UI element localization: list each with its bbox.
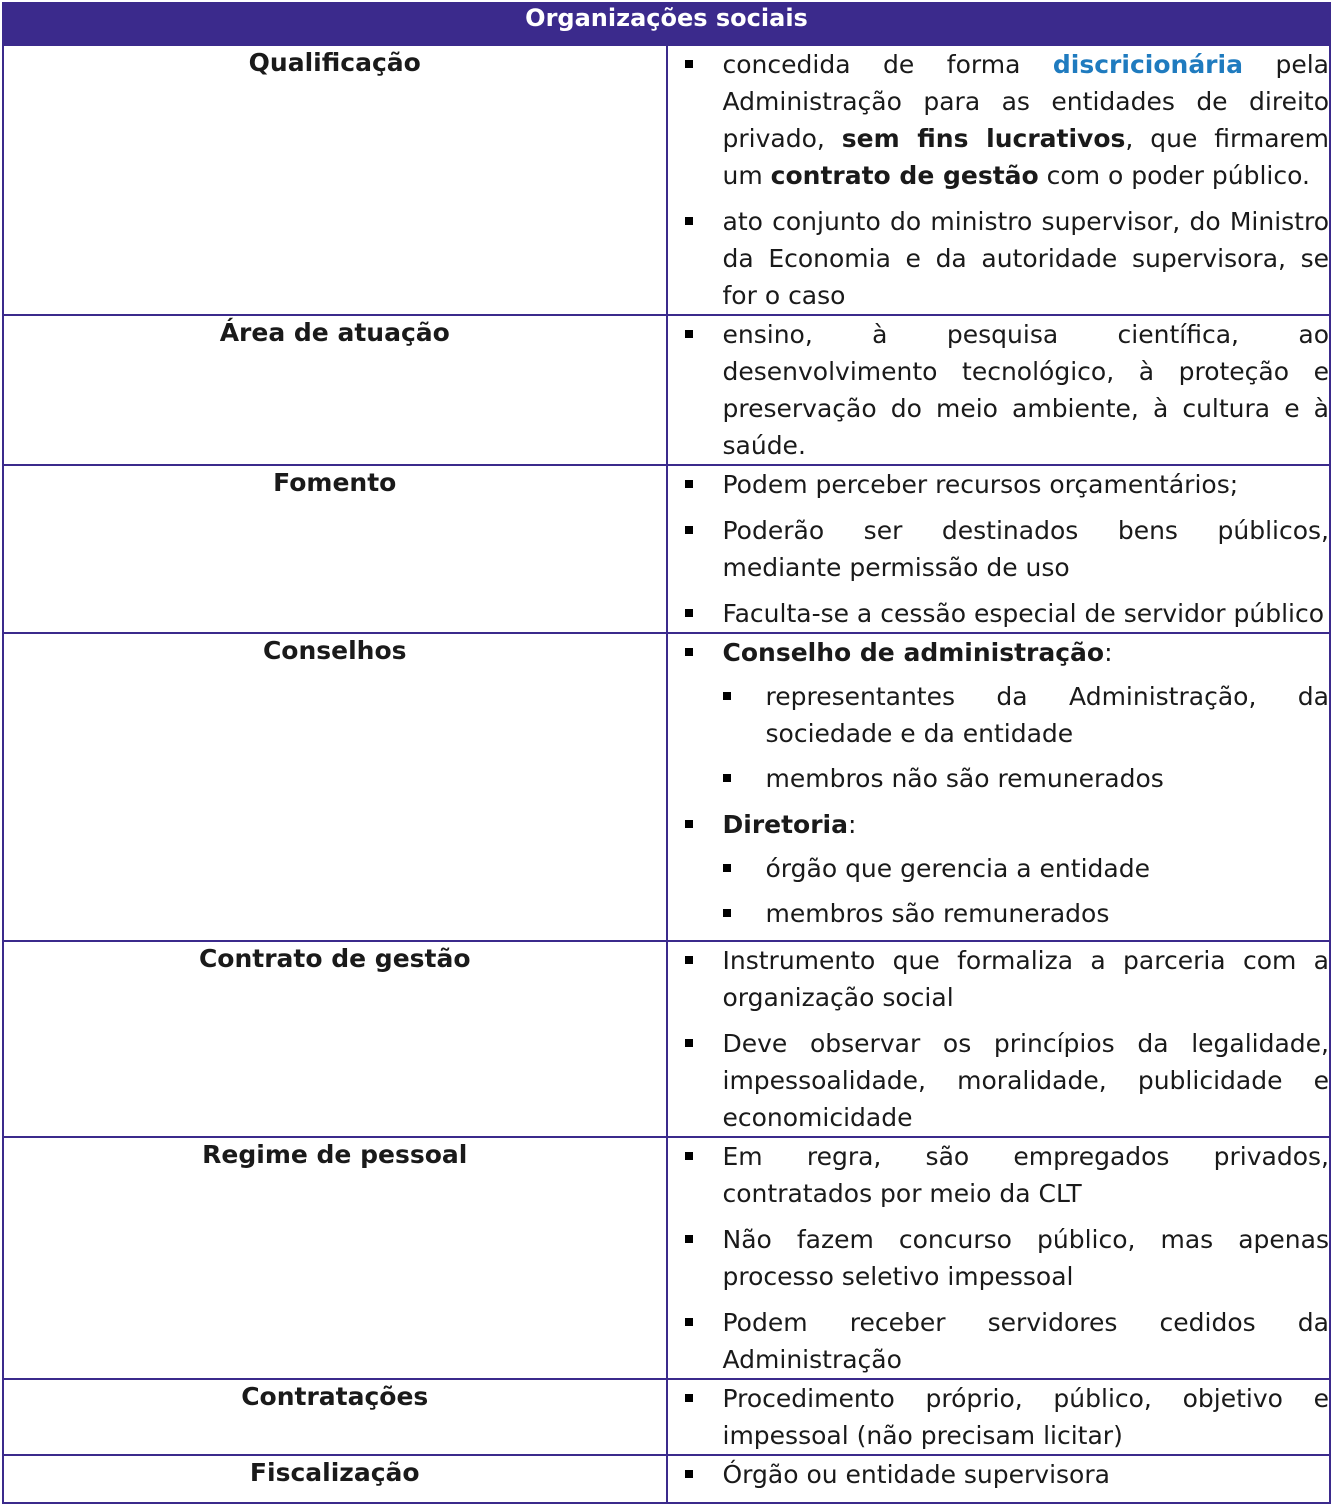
row-label: Área de atuação (3, 315, 667, 465)
row-label: Fiscalização (3, 1455, 667, 1503)
row-label: Fomento (3, 465, 667, 633)
table-title: Organizações sociais (3, 3, 1330, 45)
row-qualificacao (3, 45, 1330, 315)
row-fiscalizacao (3, 1455, 1330, 1503)
row-label: Qualificação (3, 45, 667, 315)
bullet-list (668, 1138, 1330, 1378)
text-span: : (848, 810, 857, 839)
list-item: Instrumento que formaliza a parceria com a organização social (668, 942, 1330, 1016)
bullet-list (668, 634, 1330, 932)
bullet-list (668, 1380, 1330, 1454)
row-contrato-de-gestao (3, 941, 1330, 1137)
row-label: Conselhos (3, 633, 667, 941)
bold-term: Diretoria (722, 810, 849, 839)
sub-list-item: órgão que gerencia a entidade (723, 850, 1330, 887)
row-label: Regime de pessoal (3, 1137, 667, 1379)
list-item: Em regra, são empregados privados, contratados por meio da CLT (668, 1138, 1330, 1212)
row-content (667, 45, 1331, 315)
text-span: com o poder público. (1038, 161, 1310, 190)
row-area-de-atuacao (3, 315, 1330, 465)
bold-term: Conselho de administração (722, 638, 1105, 667)
sub-list-item: membros são remunerados (723, 895, 1330, 932)
sub-list-item: membros não são remunerados (723, 760, 1330, 797)
table-header-row (3, 3, 1330, 45)
list-item: ensino, à pesquisa científica, ao desenvolvimento tecnológico, à proteção e preservação do meio ambiente, à cultura e à saúde. (668, 316, 1330, 464)
list-item: Faculta-se a cessão especial de servidor público (668, 595, 1330, 632)
list-item: Órgão ou entidade supervisora (668, 1456, 1330, 1493)
bullet-list (668, 942, 1330, 1136)
text-span: pela Administração para as entidades de direito privado, (722, 50, 1329, 153)
bullet-list (668, 46, 1330, 314)
bold-term: sem fins lucrativos (841, 124, 1126, 153)
bullet-list (668, 466, 1330, 632)
sub-bullet-list (723, 678, 1330, 797)
row-fomento (3, 465, 1330, 633)
list-item: ato conjunto do ministro supervisor, do Ministro da Economia e da autoridade supervisora, se for o caso (668, 203, 1330, 314)
row-regime-de-pessoal (3, 1137, 1330, 1379)
list-item: Procedimento próprio, público, objetivo e impessoal (não precisam licitar) (668, 1380, 1330, 1454)
list-item: Deve observar os princípios da legalidade, impessoalidade, moralidade, publicidade e economicidade (668, 1025, 1330, 1136)
text-span: : (1104, 638, 1113, 667)
row-content (667, 1379, 1331, 1455)
bullet-list (668, 1456, 1330, 1493)
list-item: Poderão ser destinados bens públicos, mediante permissão de uso (668, 512, 1330, 586)
bold-term: contrato de gestão (770, 161, 1039, 190)
row-content (667, 315, 1331, 465)
row-label: Contrato de gestão (3, 941, 667, 1137)
list-item: Não fazem concurso público, mas apenas processo seletivo impessoal (668, 1221, 1330, 1295)
bullet-list (668, 316, 1330, 464)
list-item: Podem perceber recursos orçamentários; (668, 466, 1330, 503)
text-span: , que firmarem um (722, 124, 1329, 190)
row-contratacoes (3, 1379, 1330, 1455)
sub-list-item: representantes da Administração, da sociedade e da entidade (723, 678, 1330, 752)
row-content (667, 1137, 1331, 1379)
row-content (667, 941, 1331, 1137)
list-item (668, 806, 1330, 932)
sub-bullet-list (723, 850, 1330, 932)
row-conselhos (3, 633, 1330, 941)
row-label: Contratações (3, 1379, 667, 1455)
list-item: Podem receber servidores cedidos da Administração (668, 1304, 1330, 1378)
row-content (667, 465, 1331, 633)
text-span: concedida de forma (722, 50, 1053, 79)
list-item (668, 634, 1330, 797)
row-content (667, 1455, 1331, 1503)
list-item (668, 46, 1330, 194)
row-content (667, 633, 1331, 941)
organizacoes-sociais-table (2, 2, 1331, 1504)
highlight-term: discricionária (1052, 50, 1243, 79)
